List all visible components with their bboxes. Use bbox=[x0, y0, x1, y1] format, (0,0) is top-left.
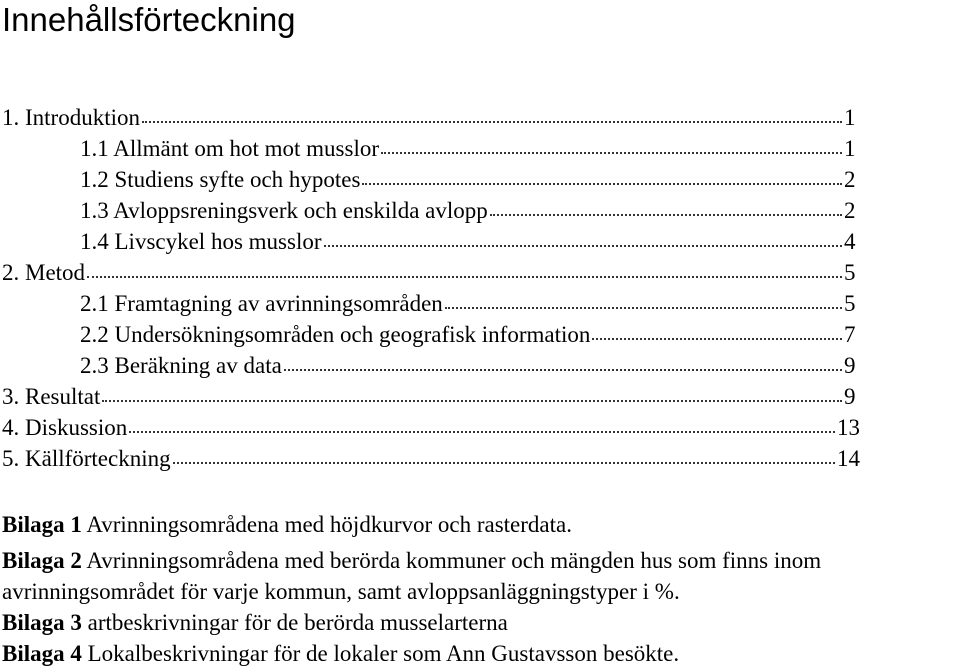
toc-entry-label: 1.1 Allmänt om hot mot musslor bbox=[80, 136, 380, 161]
toc-dot-leader bbox=[284, 369, 842, 371]
toc-entry-page: 13 bbox=[837, 415, 860, 440]
toc-entry-label: 3. Resultat bbox=[2, 384, 101, 409]
appendix-description: Lokalbeskrivningar för de lokaler som Ann Gustavsson besökte. bbox=[81, 641, 680, 666]
toc-entry bbox=[0, 350, 860, 381]
appendix-3 bbox=[2, 607, 958, 638]
toc-entry-label: 2.1 Framtagning av avrinningsområden bbox=[80, 291, 443, 316]
appendix-description: artbeskrivningar för de berörda musselarterna bbox=[81, 610, 508, 635]
toc-entry bbox=[0, 412, 860, 443]
toc-entry bbox=[0, 319, 860, 350]
toc-entry-label: 5. Källförteckning bbox=[2, 446, 171, 471]
appendix-description: Avrinningsområdena med berörda kommuner och mängden hus som finns inom bbox=[81, 548, 822, 573]
appendix-heading: Bilaga 4 bbox=[2, 641, 82, 666]
appendix-2 bbox=[2, 545, 958, 607]
appendix-heading: Bilaga 3 bbox=[2, 610, 82, 635]
toc-entry bbox=[0, 226, 860, 257]
toc-entry-page: 5 bbox=[844, 260, 856, 285]
toc-entry bbox=[0, 102, 860, 133]
appendix-heading: Bilaga 2 bbox=[2, 548, 82, 573]
toc-entry-label: 2.3 Beräkning av data bbox=[80, 353, 282, 378]
toc-entry bbox=[0, 195, 860, 226]
toc-dot-leader bbox=[362, 183, 842, 185]
toc-entry-page: 1 bbox=[844, 105, 856, 130]
toc-entry bbox=[0, 288, 860, 319]
toc-entry bbox=[0, 257, 860, 288]
toc-entry-page: 9 bbox=[844, 384, 856, 409]
toc-entry-page: 5 bbox=[844, 291, 856, 316]
toc-entry-label: 1.4 Livscykel hos musslor bbox=[80, 229, 322, 254]
toc-dot-leader bbox=[592, 338, 842, 340]
toc-entry-page: 2 bbox=[844, 167, 856, 192]
toc-dot-leader bbox=[173, 462, 835, 464]
toc-entry bbox=[0, 133, 860, 164]
toc-dot-leader bbox=[87, 276, 842, 278]
toc-entry-label: 2.2 Undersökningsområden och geografisk information bbox=[80, 322, 591, 347]
toc-entry-label: 1.2 Studiens syfte och hypotes bbox=[80, 167, 361, 192]
toc-entry-label: 1. Introduktion bbox=[2, 105, 140, 130]
toc-dot-leader bbox=[102, 400, 842, 402]
toc-entry-label: 1.3 Avloppsreningsverk och enskilda avlopp bbox=[80, 198, 488, 223]
appendix-description-continued: avrinningsområdet för varje kommun, samt avloppsanläggningstyper i %. bbox=[2, 579, 680, 604]
toc-dot-leader bbox=[324, 245, 843, 247]
toc-entry-page: 1 bbox=[844, 136, 856, 161]
toc-dot-leader bbox=[490, 214, 842, 216]
toc-entry-page: 7 bbox=[844, 322, 856, 347]
appendix-1 bbox=[2, 509, 958, 540]
page-title: Innehållsförteckning bbox=[2, 1, 296, 38]
toc-entry-page: 14 bbox=[837, 446, 860, 471]
toc-entry-page: 9 bbox=[844, 353, 856, 378]
toc-entry-page: 2 bbox=[844, 198, 856, 223]
appendix-heading: Bilaga 1 bbox=[2, 512, 82, 537]
toc-entry bbox=[0, 381, 860, 412]
appendix-4 bbox=[2, 638, 958, 669]
toc-entry bbox=[0, 443, 860, 474]
toc-dot-leader bbox=[129, 431, 835, 433]
toc-entry-page: 4 bbox=[844, 229, 856, 254]
toc-dot-leader bbox=[445, 307, 842, 309]
toc-dot-leader bbox=[142, 121, 842, 123]
toc-entry-label: 2. Metod bbox=[2, 260, 86, 285]
toc-entry bbox=[0, 164, 860, 195]
toc-dot-leader bbox=[381, 152, 842, 154]
appendix-description: Avrinningsområdena med höjdkurvor och rasterdata. bbox=[81, 512, 572, 537]
toc-entry-label: 4. Diskussion bbox=[2, 415, 128, 440]
